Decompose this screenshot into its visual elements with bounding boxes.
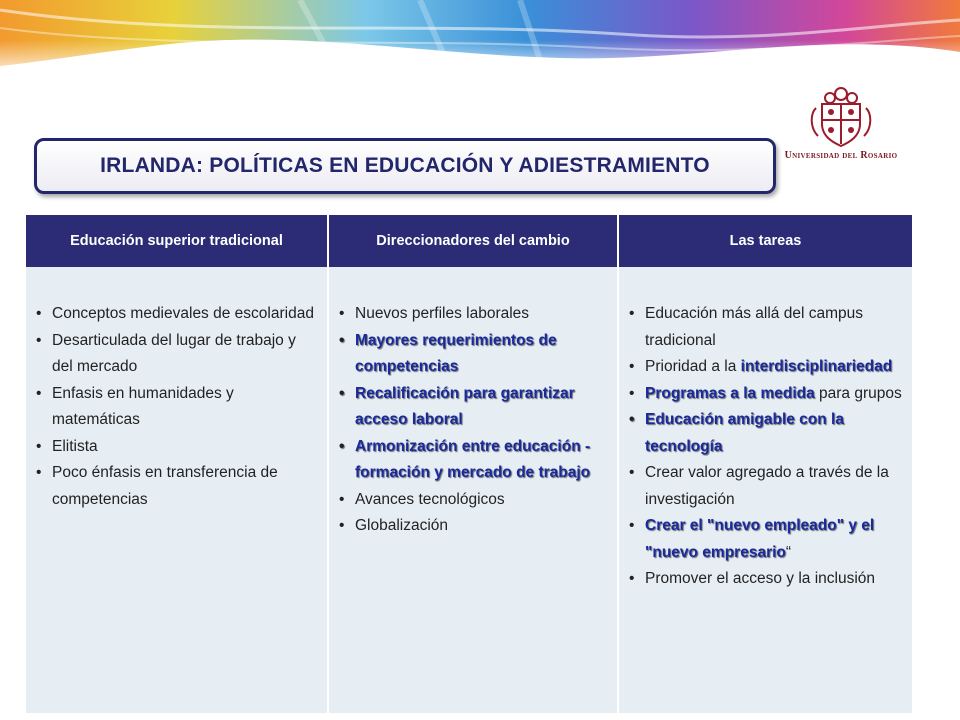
- bullet-list: [32, 301, 319, 513]
- item-text: para grupos: [814, 384, 902, 402]
- list-item: • Enfasis en humanidades y matemáticas: [32, 381, 319, 434]
- column-header: Las tareas: [618, 215, 912, 267]
- table-cell-drivers: [328, 267, 618, 713]
- banner-graphic: [0, 0, 960, 80]
- list-item: • Educación amigable con la tecnología: [625, 407, 904, 460]
- list-item: • Crear valor agregado a través de la investigación: [625, 460, 904, 513]
- title-box: [34, 138, 776, 194]
- item-emphasis: Programas a la medida: [645, 384, 815, 402]
- coat-of-arms-icon: [780, 84, 902, 150]
- item-emphasis: interdisciplinariedad: [740, 358, 893, 375]
- list-item: • Promover el acceso y la inclusión: [625, 566, 904, 593]
- column-header: Educación superior tradicional: [26, 215, 328, 267]
- header-banner: [0, 0, 960, 80]
- table-header-row: [26, 215, 912, 267]
- item-text: “: [785, 543, 792, 561]
- list-item: • Globalización: [335, 513, 609, 540]
- bullet-list: [335, 301, 609, 540]
- list-item: • Nuevos perfiles laborales: [335, 301, 609, 328]
- list-item: [625, 381, 904, 408]
- list-item: • Poco énfasis en transferencia de competencias: [32, 460, 319, 513]
- bullet-list: [625, 301, 904, 593]
- list-item: • Armonización entre educación - formación y mercado de trabajo: [335, 434, 609, 487]
- list-item: • Mayores requerimientos de competencias: [335, 328, 609, 381]
- list-item: • Desarticulada del lugar de trabajo y del mercado: [32, 328, 319, 381]
- comparison-table: [26, 215, 912, 713]
- table-cell-tasks: [618, 267, 912, 713]
- university-logo: [780, 84, 902, 174]
- list-item: • Educación más allá del campus tradicional: [625, 301, 904, 354]
- logo-text: Universidad del Rosario: [784, 150, 898, 161]
- list-item: • Elitista: [32, 434, 319, 461]
- list-item: • Recalificación para garantizar acceso laboral: [335, 381, 609, 434]
- list-item: • Avances tecnológicos: [335, 487, 609, 514]
- item-emphasis: Crear el "nuevo empleado" y el "nuevo empresario: [645, 517, 875, 561]
- column-header: Direccionadores del cambio: [328, 215, 618, 267]
- list-item: • Conceptos medievales de escolaridad: [32, 301, 319, 328]
- item-text: Prioridad a la: [645, 358, 741, 375]
- table-cell-traditional: [26, 267, 328, 713]
- list-item: [625, 513, 904, 566]
- list-item: [625, 354, 904, 381]
- page-title: IRLANDA: POLÍTICAS EN EDUCACIÓN Y ADIESTRAMIENTO: [100, 154, 710, 177]
- table-row: [26, 267, 912, 713]
